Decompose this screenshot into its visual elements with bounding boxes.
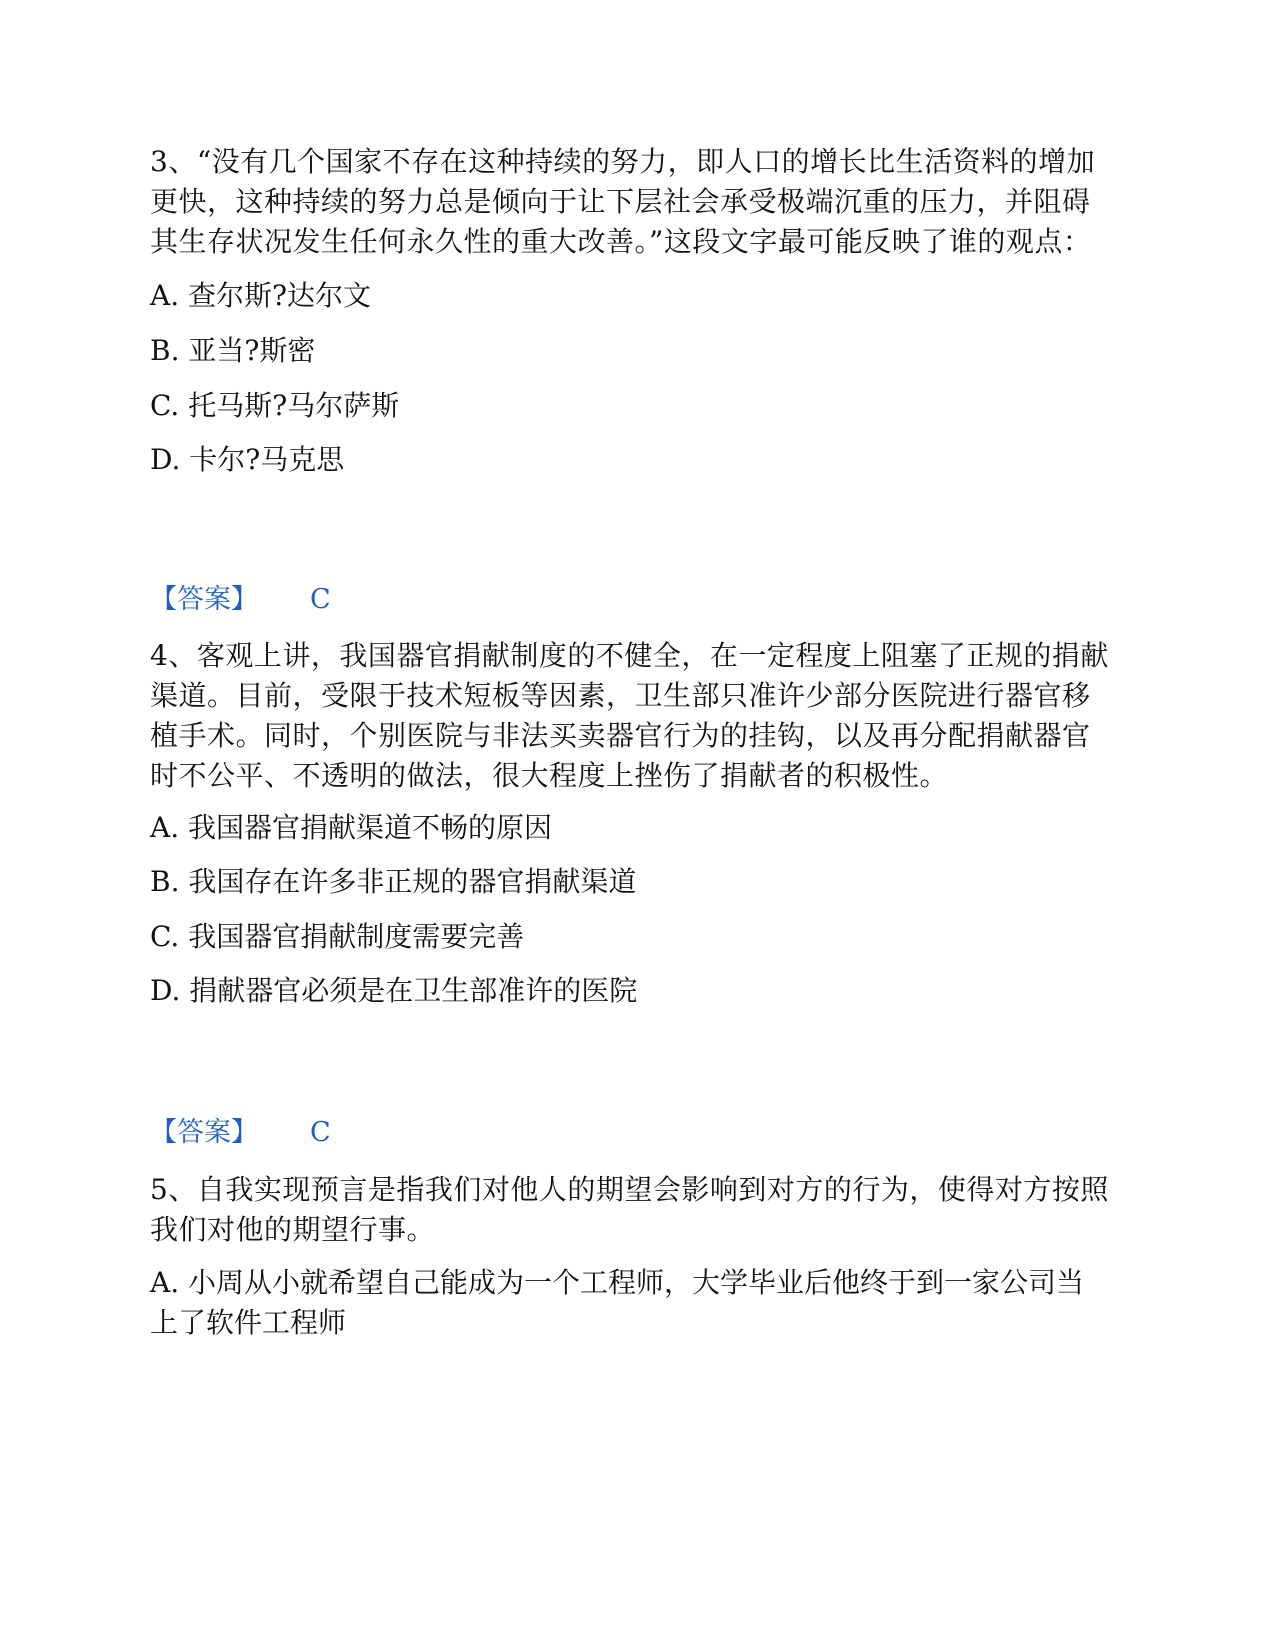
option-a: A. 小周从小就希望自己能成为一个工程师，大学毕业后他终于到一家公司当上了软件工程师 [150, 1266, 1085, 1339]
question-stem: 4、客观上讲，我国器官捐献制度的不健全，在一定程度上阻塞了正规的捐献渠道。目前，受限于技术短板等因素，卫生部只准许少部分医院进行器官移植手术。同时，个别医院与非法买卖器官行为的挂钩，以及再分配捐献器官时不公平、不透明的做法，很大程度上挫伤了捐献者的积极性。 [150, 639, 1109, 792]
option-b: B. 亚当?斯密 [150, 334, 316, 367]
option-d: D. 捐献器官必须是在卫生部准许的医院 [150, 974, 638, 1007]
question-stem: 3、“没有几个国家不存在这种持续的努力，即人口的增长比生活资料的增加更快，这种持续的努力总是倾向于让下层社会承受极端沉重的压力，并阻碍其生存状况发生任何永久性的重大改善。”这段文字最可能反映了谁的观点： [150, 145, 1096, 258]
answer-label: 【答案】 [150, 584, 258, 615]
option-c: C. 我国器官捐献制度需要完善 [150, 920, 525, 953]
option-b: B. 我国存在许多非正规的器官捐献渠道 [150, 865, 637, 898]
option-a: A. 我国器官捐献渠道不畅的原因 [150, 811, 553, 844]
answer-value: C [310, 584, 331, 615]
option-c: C. 托马斯?马尔萨斯 [150, 389, 400, 422]
question-3 [150, 142, 1110, 476]
answer-row [150, 582, 331, 618]
answer-label: 【答案】 [150, 1117, 258, 1148]
answer-row [150, 1115, 331, 1151]
question-5 [150, 1170, 1110, 1339]
answer-value: C [310, 1117, 331, 1148]
question-stem: 5、自我实现预言是指我们对他人的期望会影响到对方的行为，使得对方按照我们对他的期望行事。 [150, 1173, 1109, 1246]
option-d: D. 卡尔?马克思 [150, 443, 345, 476]
question-4 [150, 636, 1110, 1007]
option-a: A. 查尔斯?达尔文 [150, 279, 372, 312]
